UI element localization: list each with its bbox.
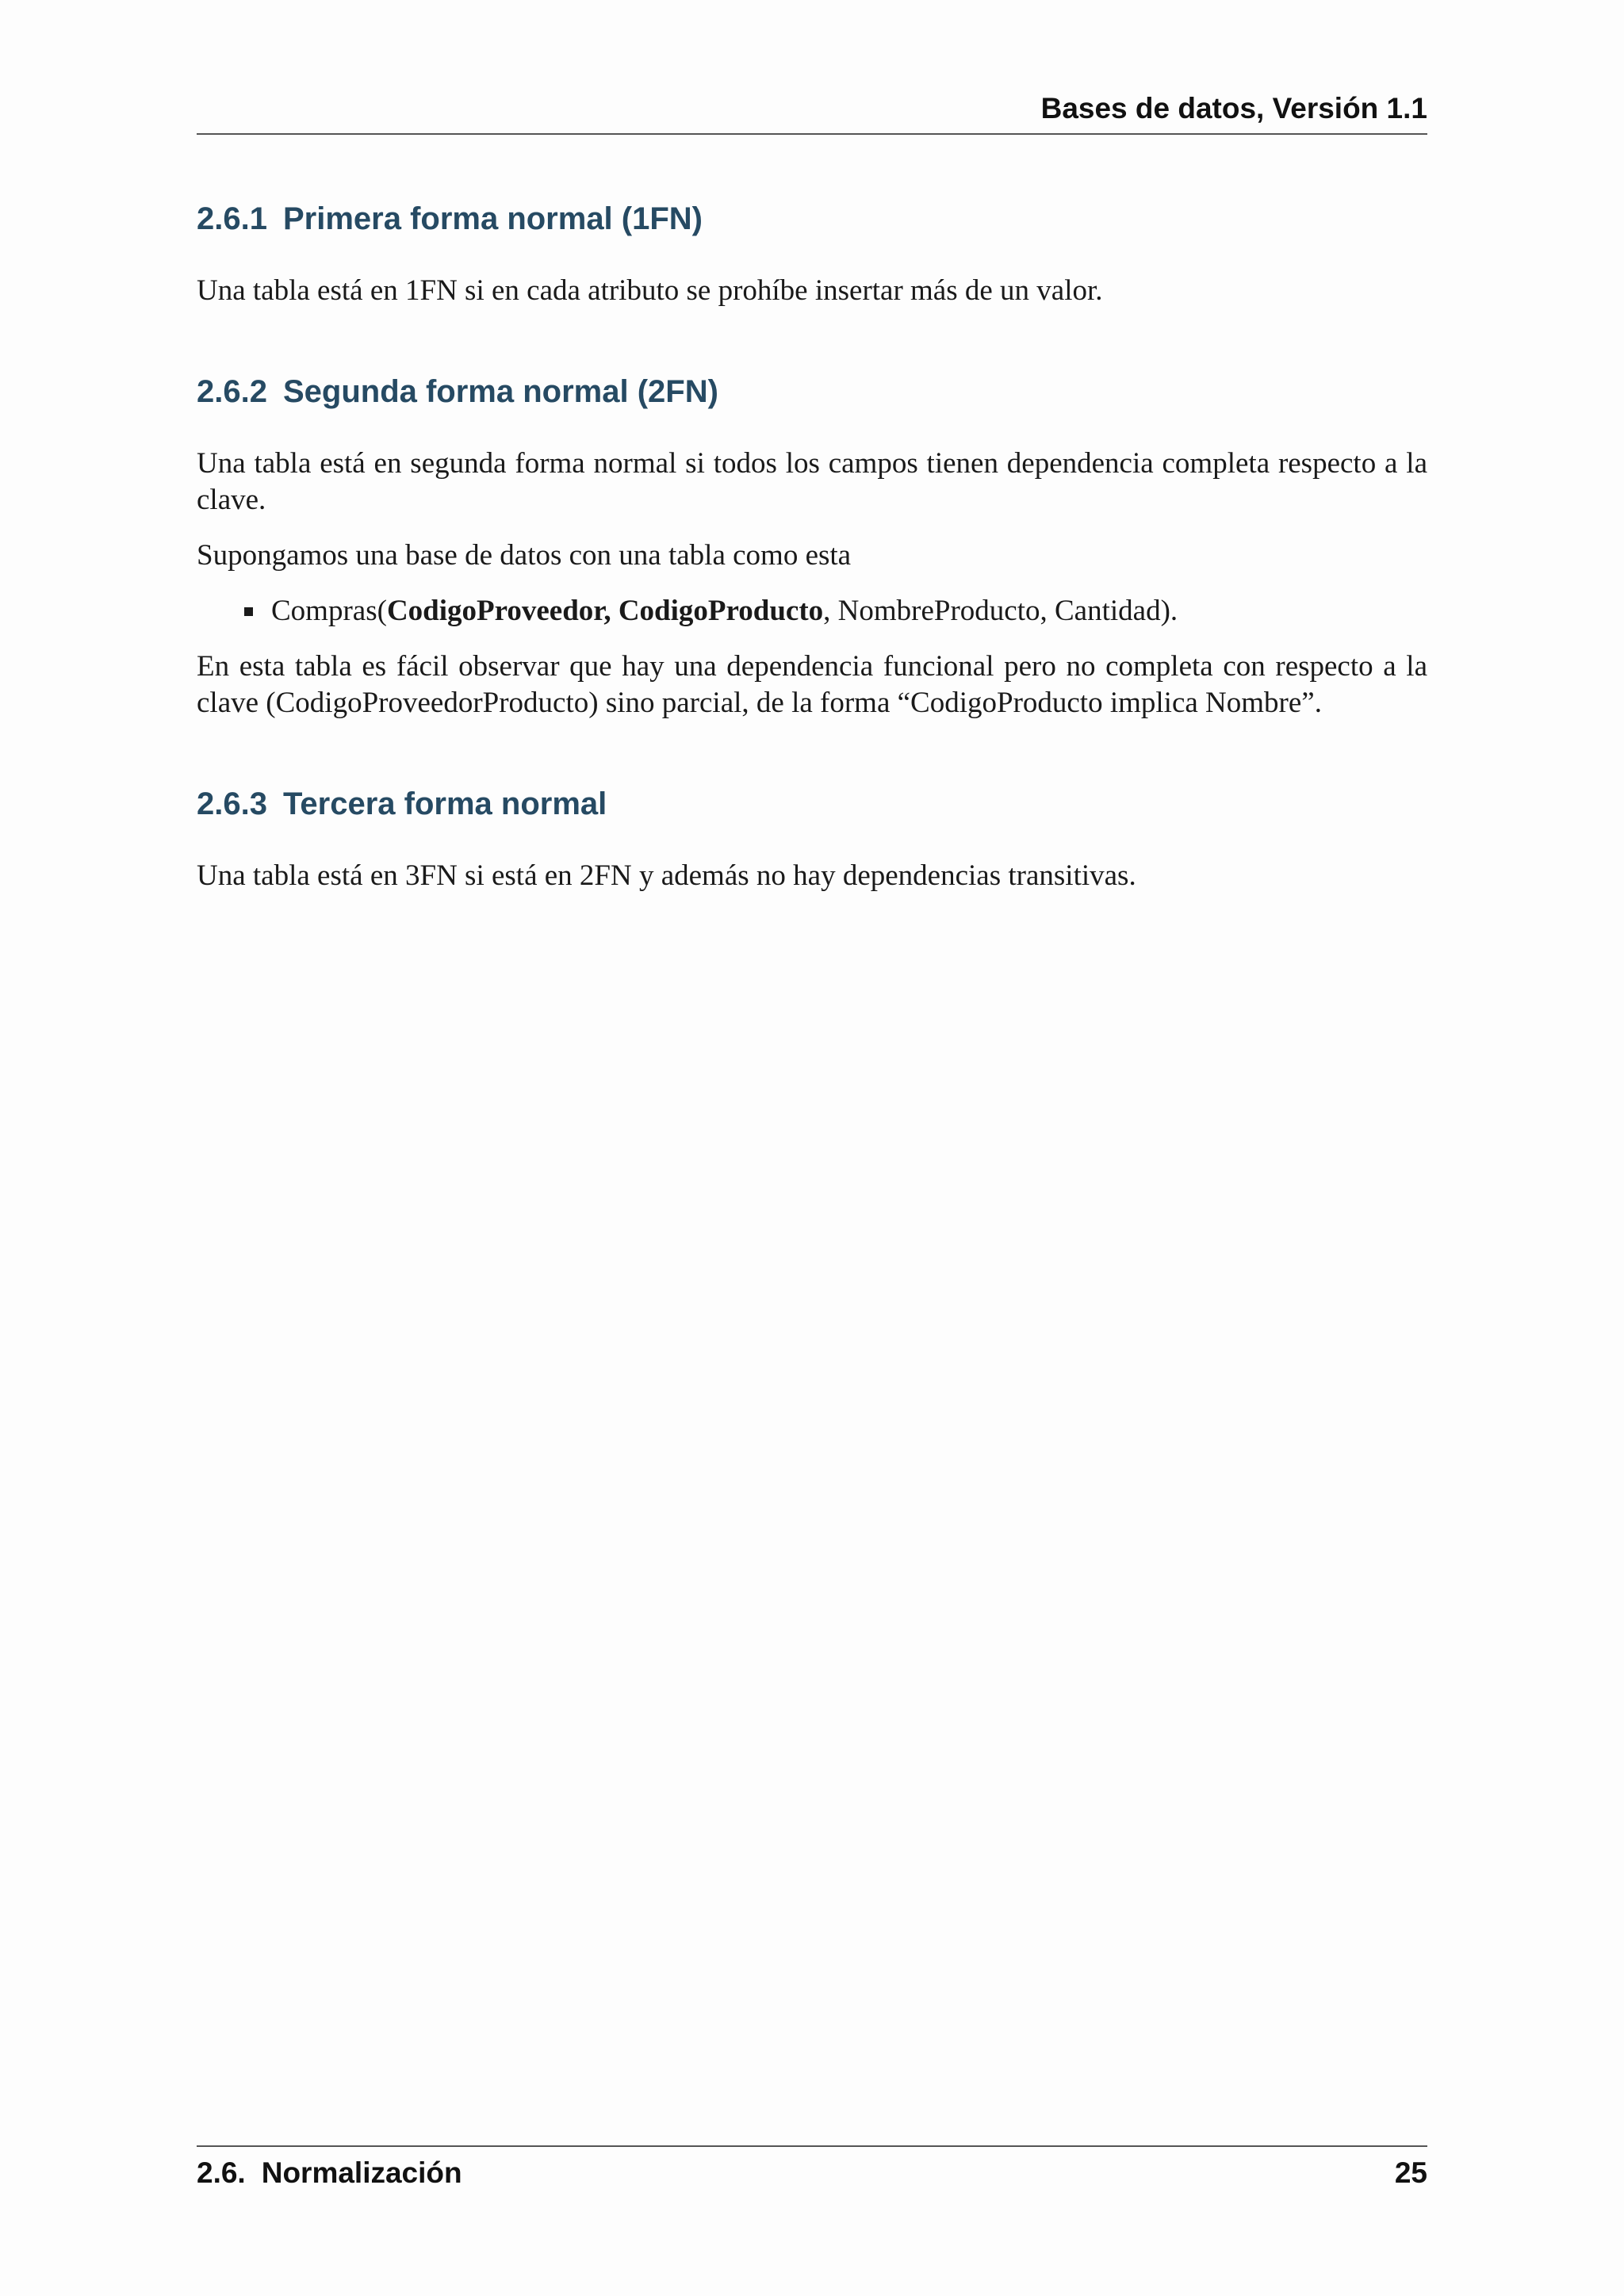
section-heading-1fn: [197, 190, 1427, 247]
page-footer: [197, 2145, 1427, 2202]
section-heading-3fn: [197, 775, 1427, 832]
page-header: [197, 89, 1427, 135]
section-title: Tercera forma normal: [282, 786, 607, 821]
paragraph-2fn-definition: Una tabla está en segunda forma normal si todos los campos tienen dependencia completa respecto a la clave.: [197, 447, 1427, 516]
footer-section-title: Normalización: [261, 2156, 462, 2189]
square-bullet-icon: [244, 607, 253, 616]
section-title: Primera forma normal (1FN): [282, 201, 703, 236]
paragraph-1fn-definition: Una tabla está en 1FN si en cada atributo se prohíbe insertar más de un valor.: [197, 274, 1103, 307]
paragraph-3fn-definition: Una tabla está en 3FN si está en 2FN y además no hay dependencias transitivas.: [197, 859, 1136, 892]
list-item: [271, 593, 1427, 629]
footer-section-number: 2.6.: [197, 2156, 246, 2189]
section-number: 2.6.3: [197, 786, 267, 821]
running-title: Bases de datos, Versión 1.1: [1040, 92, 1427, 124]
page-number: 25: [1394, 2156, 1427, 2189]
paragraph-2fn-explanation: En esta tabla es fácil observar que hay una dependencia funcional pero no completa con respecto a la clave (CodigoProveedorProducto) sino parcial, de la forma “CodigoProducto implica Nombre”.: [197, 650, 1427, 719]
section-number: 2.6.1: [197, 201, 267, 236]
table-schema-keys: CodigoProveedor, CodigoProducto: [386, 595, 824, 627]
section-title: Segunda forma normal (2FN): [282, 374, 718, 409]
bullet-list: [197, 593, 1427, 629]
table-schema-suffix: , NombreProducto, Cantidad).: [823, 595, 1178, 627]
section-number: 2.6.2: [197, 374, 267, 409]
section-heading-2fn: [197, 363, 1427, 420]
paragraph-2fn-example-intro: Supongamos una base de datos con una tabla como esta: [197, 539, 852, 572]
footer-section: [197, 2156, 462, 2190]
page-content: [197, 190, 1427, 894]
table-schema-prefix: Compras(: [271, 595, 387, 627]
